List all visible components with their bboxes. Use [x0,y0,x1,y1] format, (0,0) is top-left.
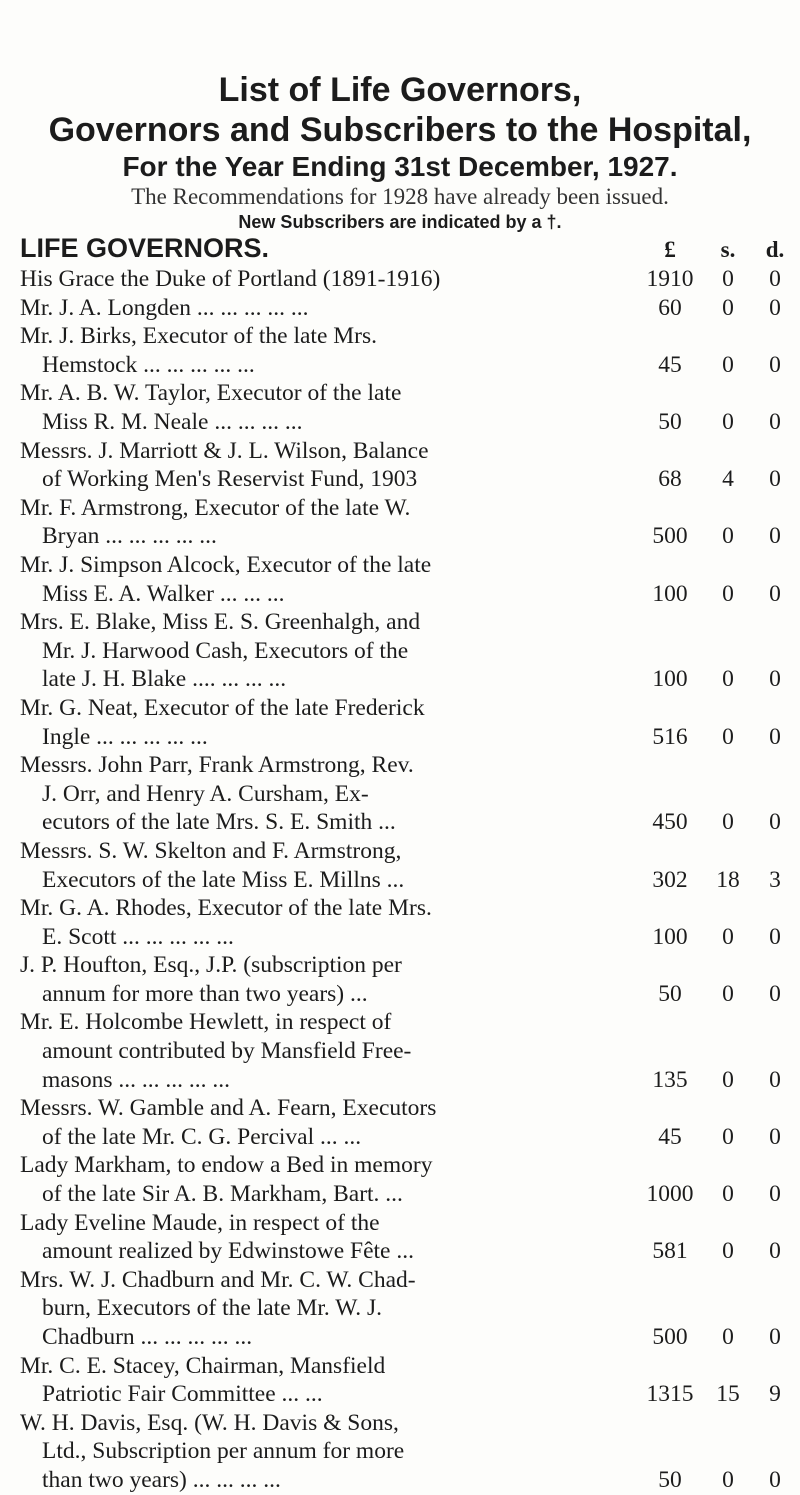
entry-name-line: His Grace the Duke of Portland (1891-1916) [20,266,441,292]
amount-shillings: 0 [722,1238,734,1265]
amount-pence: 0 [769,580,781,607]
amount-shillings: 0 [722,408,734,435]
amount-shillings: 0 [722,723,734,750]
entry-name-line: ecutors of the late Mrs. S. E. Smith ... [42,809,396,836]
entry-name-line: E. Scott ... ... ... ... ... [42,923,234,950]
column-pence-header: d. [765,237,785,262]
amount-pence: 0 [769,723,781,750]
section-header [20,232,785,264]
amount-pounds: 1000 [646,1181,694,1208]
governor-entry [20,951,780,1008]
amount-pounds: 135 [652,1066,688,1093]
governor-entry [20,1008,780,1094]
amount-pence: 0 [769,1467,781,1494]
entry-name [20,1209,590,1266]
amount-pence: 0 [769,1123,781,1150]
entry-name-line: Lady Eveline Maude, in respect of the [20,1209,380,1236]
governors-list [20,265,780,1495]
entry-name-line: Ltd., Subscription per annum for more [42,1438,405,1465]
amount-pence: 0 [769,666,781,693]
entry-name [20,751,590,837]
amount-pence: 9 [769,1381,781,1408]
entry-name-line: Mrs. E. Blake, Miss E. S. Greenhalgh, and [20,609,421,636]
entry-name-line: Messrs. J. Marriott & J. L. Wilson, Balance [20,437,429,464]
governor-entry [20,494,780,551]
entry-name-line: burn, Executors of the late Mr. W. J. [42,1295,383,1322]
amount-pounds: 50 [658,1467,682,1494]
amount-shillings: 0 [722,1324,734,1351]
entry-name-line: Mr. J. Simpson Alcock, Executor of the late [20,551,432,578]
entry-name-line: W. H. Davis, Esq. (W. H. Davis & Sons, [20,1409,399,1436]
entry-name-line: Messrs. W. Gamble and A. Fearn, Executors [20,1095,437,1122]
governor-entry [20,751,780,837]
amount-shillings: 0 [722,1123,734,1150]
amount-pence: 0 [769,980,781,1007]
entry-name [20,437,590,494]
entry-name [20,1266,590,1352]
amount-pounds: 516 [652,723,688,750]
amount-pence: 0 [769,523,781,550]
entry-name-line: Mr. A. B. W. Taylor, Executor of the late [20,380,402,407]
amount-shillings: 0 [722,809,734,836]
amount-pence: 0 [769,1181,781,1208]
entry-name [20,837,590,894]
governor-entry [20,551,780,608]
amount-pence: 0 [769,1324,781,1351]
amount-shillings: 15 [716,1381,740,1408]
entry-name-line: Mr. C. E. Stacey, Chairman, Mansfield [20,1352,386,1379]
amount-pounds: 60 [658,294,682,321]
amount-pounds: 100 [652,666,688,693]
amount-pounds: 50 [658,980,682,1007]
column-pounds-header: £ [664,237,676,262]
governor-entry [20,1151,780,1208]
amount-shillings: 4 [722,466,734,493]
entry-name-line: J. P. Houfton, Esq., J.P. (subscription per [20,952,402,979]
entry-name-line: Bryan ... ... ... ... ... [42,523,217,550]
governor-entry [20,608,780,694]
amount-pence: 0 [769,1066,781,1093]
entry-name [20,265,590,294]
entry-name [20,1094,590,1151]
entry-name-line: amount contributed by Mansfield Free- [42,1038,412,1065]
governor-entry [20,437,780,494]
amount-pounds: 500 [652,1324,688,1351]
amount-pounds: 50 [658,408,682,435]
amount-shillings: 0 [722,666,734,693]
entry-name-line: Executors of the late Miss E. Millns ... [42,866,405,893]
amount-pence: 0 [769,408,781,435]
amount-shillings: 18 [716,866,740,893]
amount-pounds: 45 [658,351,682,378]
governor-entry [20,1209,780,1266]
entry-name [20,1008,590,1094]
amount-shillings: 0 [722,580,734,607]
amount-pounds: 1910 [646,266,694,292]
entry-name [20,951,590,1008]
amount-shillings: 0 [722,523,734,550]
amount-pounds: 45 [658,1123,682,1150]
amount-pounds: 100 [652,580,688,607]
amount-shillings: 0 [722,1066,734,1093]
amount-pounds: 68 [658,466,682,493]
governor-entry [20,1094,780,1151]
amount-pence: 0 [769,351,781,378]
amount-pounds: 450 [652,809,688,836]
entry-name [20,494,590,551]
amount-pence: 0 [769,923,781,950]
amount-pounds: 1315 [646,1381,694,1408]
governor-entry [20,1352,780,1409]
amount-pence: 3 [769,866,781,893]
entry-name-line: Miss R. M. Neale ... ... ... ... [42,408,303,435]
governor-entry [20,1266,780,1352]
new-subscribers-note: New Subscribers are indicated by a †. [238,212,562,232]
title-line-1: List of Life Governors, [218,71,582,109]
amount-shillings: 0 [722,351,734,378]
amount-pence: 0 [769,266,781,292]
entry-name-line: Mrs. W. J. Chadburn and Mr. C. W. Chad- [20,1266,416,1293]
entry-name-line: Mr. G. A. Rhodes, Executor of the late Mrs. [20,895,432,922]
governor-entry [20,379,780,436]
entry-name [20,894,590,951]
entry-name [20,1352,590,1409]
entry-name-line: Miss E. A. Walker ... ... ... [42,580,285,607]
title-line-2: Governors and Subscribers to the Hospital, [48,111,752,149]
entry-name-line: Mr. J. Harwood Cash, Executors of the [42,637,409,664]
entry-name [20,322,590,379]
entry-name-line: Mr. G. Neat, Executor of the late Frederick [20,694,425,721]
amount-shillings: 0 [722,294,734,321]
entry-name-line: J. Orr, and Henry A. Cursham, Ex- [42,780,369,807]
entry-name [20,608,590,694]
amount-pence: 0 [769,294,781,321]
entry-name-line: Mr. J. A. Longden ... ... ... ... ... [20,294,309,321]
amount-shillings: 0 [722,266,734,292]
entry-name-line: Chadburn ... ... ... ... ... [42,1324,253,1351]
entry-name-line: Hemstock ... ... ... ... ... [42,351,255,378]
entry-name-line: than two years) ... ... ... ... [42,1467,281,1493]
entry-name-line: Messrs. John Parr, Frank Armstrong, Rev. [20,752,414,779]
amount-shillings: 0 [722,923,734,950]
entry-name-line: amount realized by Edwinstowe Fête ... [42,1238,414,1265]
amount-shillings: 0 [722,1467,734,1494]
entry-name [20,379,590,436]
entry-name-line: Ingle ... ... ... ... ... [42,723,208,750]
entry-name-line: of the late Mr. C. G. Percival ... ... [42,1123,362,1150]
column-shillings-header: s. [720,237,736,262]
entry-name [20,294,590,323]
governor-entry [20,1409,780,1495]
amount-pence: 0 [769,466,781,493]
governor-entry [20,894,780,951]
entry-name-line: Mr. J. Birks, Executor of the late Mrs. [20,323,378,350]
amount-pounds: 500 [652,523,688,550]
entry-name-line: of Working Men's Reservist Fund, 1903 [42,466,418,493]
entry-name-line: Mr. E. Holcombe Hewlett, in respect of [20,1009,392,1036]
governor-entry [20,837,780,894]
entry-name-line: masons ... ... ... ... ... [42,1066,230,1093]
entry-name-line: Messrs. S. W. Skelton and F. Armstrong, [20,837,402,864]
amount-pounds: 100 [652,923,688,950]
amount-shillings: 0 [722,1181,734,1208]
entry-name-line: of the late Sir A. B. Markham, Bart. ... [42,1181,403,1208]
title-line-3: For the Year Ending 31st December, 1927. [122,151,678,182]
entry-name-line: late J. H. Blake .... ... ... ... [42,666,287,693]
entry-name-line: Lady Markham, to endow a Bed in memory [20,1152,433,1179]
section-title: LIFE GOVERNORS. [20,233,270,263]
amount-pence: 0 [769,1238,781,1265]
recommendations-note: The Recommendations for 1928 have already been issued. [131,184,669,209]
amount-pounds: 581 [652,1238,688,1265]
entry-name [20,551,590,608]
entry-name-line: annum for more than two years) ... [42,980,368,1007]
entry-name-line: Patriotic Fair Committee ... ... [42,1381,323,1408]
governor-entry [20,694,780,751]
entry-name-line: Mr. F. Armstrong, Executor of the late W. [20,494,411,521]
entry-name [20,1151,590,1208]
amount-pounds: 302 [652,866,688,893]
entry-name [20,1409,590,1495]
governor-entry [20,294,780,323]
amount-shillings: 0 [722,980,734,1007]
amount-pence: 0 [769,809,781,836]
entry-name [20,694,590,751]
governor-entry [20,265,780,294]
governor-entry [20,322,780,379]
